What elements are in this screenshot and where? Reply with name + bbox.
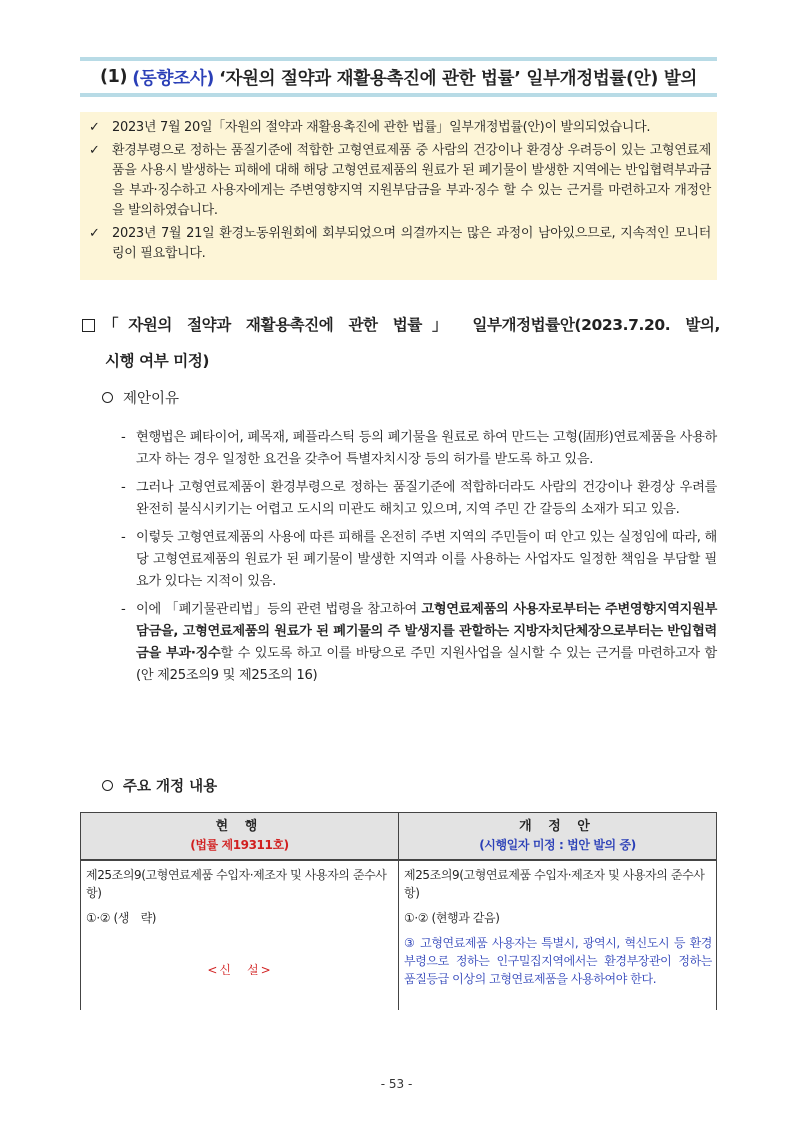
dash-bullet: - <box>121 530 126 545</box>
summary-item <box>89 141 711 221</box>
check-mark-icon: ✓ <box>89 226 100 241</box>
summary-item <box>89 118 711 138</box>
table-header-current <box>81 813 399 861</box>
circle-bullet-icon <box>102 392 113 403</box>
document-title <box>80 57 717 97</box>
title-number: (1) <box>99 67 128 87</box>
amendment-cell <box>399 860 717 1010</box>
summary-item <box>89 224 711 264</box>
amendment-article: 제25조의9(고형연료제품 수입자·제조자 및 사용자의 준수사항) <box>404 868 705 900</box>
dash-bullet: - <box>121 480 126 495</box>
header-current-title: 현 행 <box>215 819 264 834</box>
reason-text: 이렇듯 고형연료제품의 사용에 따른 피해를 온전히 주변 지역의 주민들이 떠 안고 있는 실정임에 따라, 해당 고형연료제품의 원료가 된 폐기물이 발생한 지역과 이를 사용하는 사업자도 일정한 책임을 부담할 필요가 있다는 지적이 있음. <box>136 530 717 589</box>
square-bullet-icon <box>82 319 95 332</box>
table-header-amendment <box>399 813 717 861</box>
check-mark-icon: ✓ <box>89 143 100 158</box>
summary-text: 2023년 7월 21일 환경노동위원회에 회부되었으며 의결까지는 많은 과정이 남아있으므로, 지속적인 모니터링이 필요합니다. <box>112 226 711 261</box>
summary-box <box>80 112 717 280</box>
header-current-sub: (법률 제19311호) <box>190 838 289 852</box>
reason-text: 현행법은 폐타이어, 폐목재, 폐플라스틱 등의 폐기물을 원료로 하여 만드는 고형(固形)연료제품을 사용하고자 하는 경우 일정한 요건을 갖추어 특별자치시장 등의 허가를 받도록 하고 있음. <box>136 430 717 467</box>
table-row <box>81 860 717 1010</box>
summary-text: 환경부령으로 정하는 품질기준에 적합한 고형연료제품 중 사람의 건강이나 환경상 우려등이 있는 고형연료제품을 사용시 발생하는 피해에 대해 해당 고형연료제품의 원료가 된 폐기물이 발생한 지역에는 반입협력부과금을 부과·징수하고 사용자에게는 주변영향지역 지원부담금을 부과·징수 할 수 있는 근거를 마련하고자 개정안을 발의하였습니다. <box>112 143 711 218</box>
list-item <box>121 599 717 687</box>
check-mark-icon: ✓ <box>89 120 100 135</box>
header-amendment-title: 개 정 안 <box>519 819 596 834</box>
main-changes-heading <box>102 775 217 796</box>
section-heading-line2: 시행 여부 미정) <box>105 352 210 370</box>
reason-text <box>136 599 717 687</box>
main-changes-heading-text: 주요 개정 내용 <box>123 779 218 795</box>
title-text: ‘자원의 절약과 재활용촉진에 관한 법률’ 일부개정법률(안) 발의 <box>219 68 698 89</box>
summary-text: 2023년 7월 20일「자원의 절약과 재활용촉진에 관한 법률」일부개정법률(안)이 발의되었습니다. <box>112 120 651 135</box>
new-provision-mark: <신 설> <box>207 963 273 977</box>
section-heading <box>80 307 720 379</box>
header-amendment-sub: (시행일자 미정 : 법안 발의 중) <box>479 838 636 852</box>
dash-bullet: - <box>121 602 126 617</box>
reason-list <box>121 427 717 693</box>
current-article: 제25조의9(고형연료제품 수입자·제조자 및 사용자의 준수사항) <box>86 868 387 900</box>
dash-bullet: - <box>121 430 126 445</box>
list-item <box>121 477 717 521</box>
circle-bullet-icon <box>102 780 113 791</box>
amendment-clause: ①·② (현행과 같음) <box>404 911 500 925</box>
list-item <box>121 527 717 593</box>
section-heading-line1: 「자원의 절약과 재활용촉진에 관한 법률」 일부개정법률안(2023.7.20. 발의, <box>103 316 720 334</box>
reason-text: 그러나 고형연료제품이 환경부령으로 정하는 품질기준에 적합하더라도 사람의 건강이나 환경상 우려를 완전히 불식시키기는 어렵고 도시의 미관도 해치고 있으며, 지역 주민 간 갈등의 소재가 되고 있음. <box>136 480 717 517</box>
current-law-cell <box>81 860 399 1010</box>
reason-heading <box>102 387 179 408</box>
title-tag: (동향조사) <box>132 68 215 89</box>
amendment-new-clause: ③ 고형연료제품 사용자는 특별시, 광역시, 혁신도시 등 환경부령으로 정하는 인구밀집지역에서는 환경부장관이 정하는 품질등급 이상의 고형연료제품을 사용하여야 한다. <box>404 936 712 986</box>
reason-text-bold: 고형연료제품의 사용자로부터는 주변영향지역지원부담금을, 고형연료제품의 원료가 된 폐기물의 주 발생지를 관할하는 지방자치단체장으로부터는 반입협력금을 부과·징수 <box>136 602 718 661</box>
current-clause: ①·② (생 략) <box>86 911 157 925</box>
reason-heading-text: 제안이유 <box>123 391 180 407</box>
reason-text-plain: 이에 「폐기물관리법」등의 관련 법령을 참고하여 <box>136 602 422 617</box>
comparison-table <box>80 812 717 1010</box>
list-item <box>121 427 717 471</box>
reason-text-plain-end: 할 수 있도록 하고 이를 바탕으로 주민 지원사업을 실시할 수 있는 근거를 마련하고자 함(안 제25조의9 및 제25조의 16) <box>136 646 717 683</box>
page-number: - 53 - <box>380 1077 413 1091</box>
